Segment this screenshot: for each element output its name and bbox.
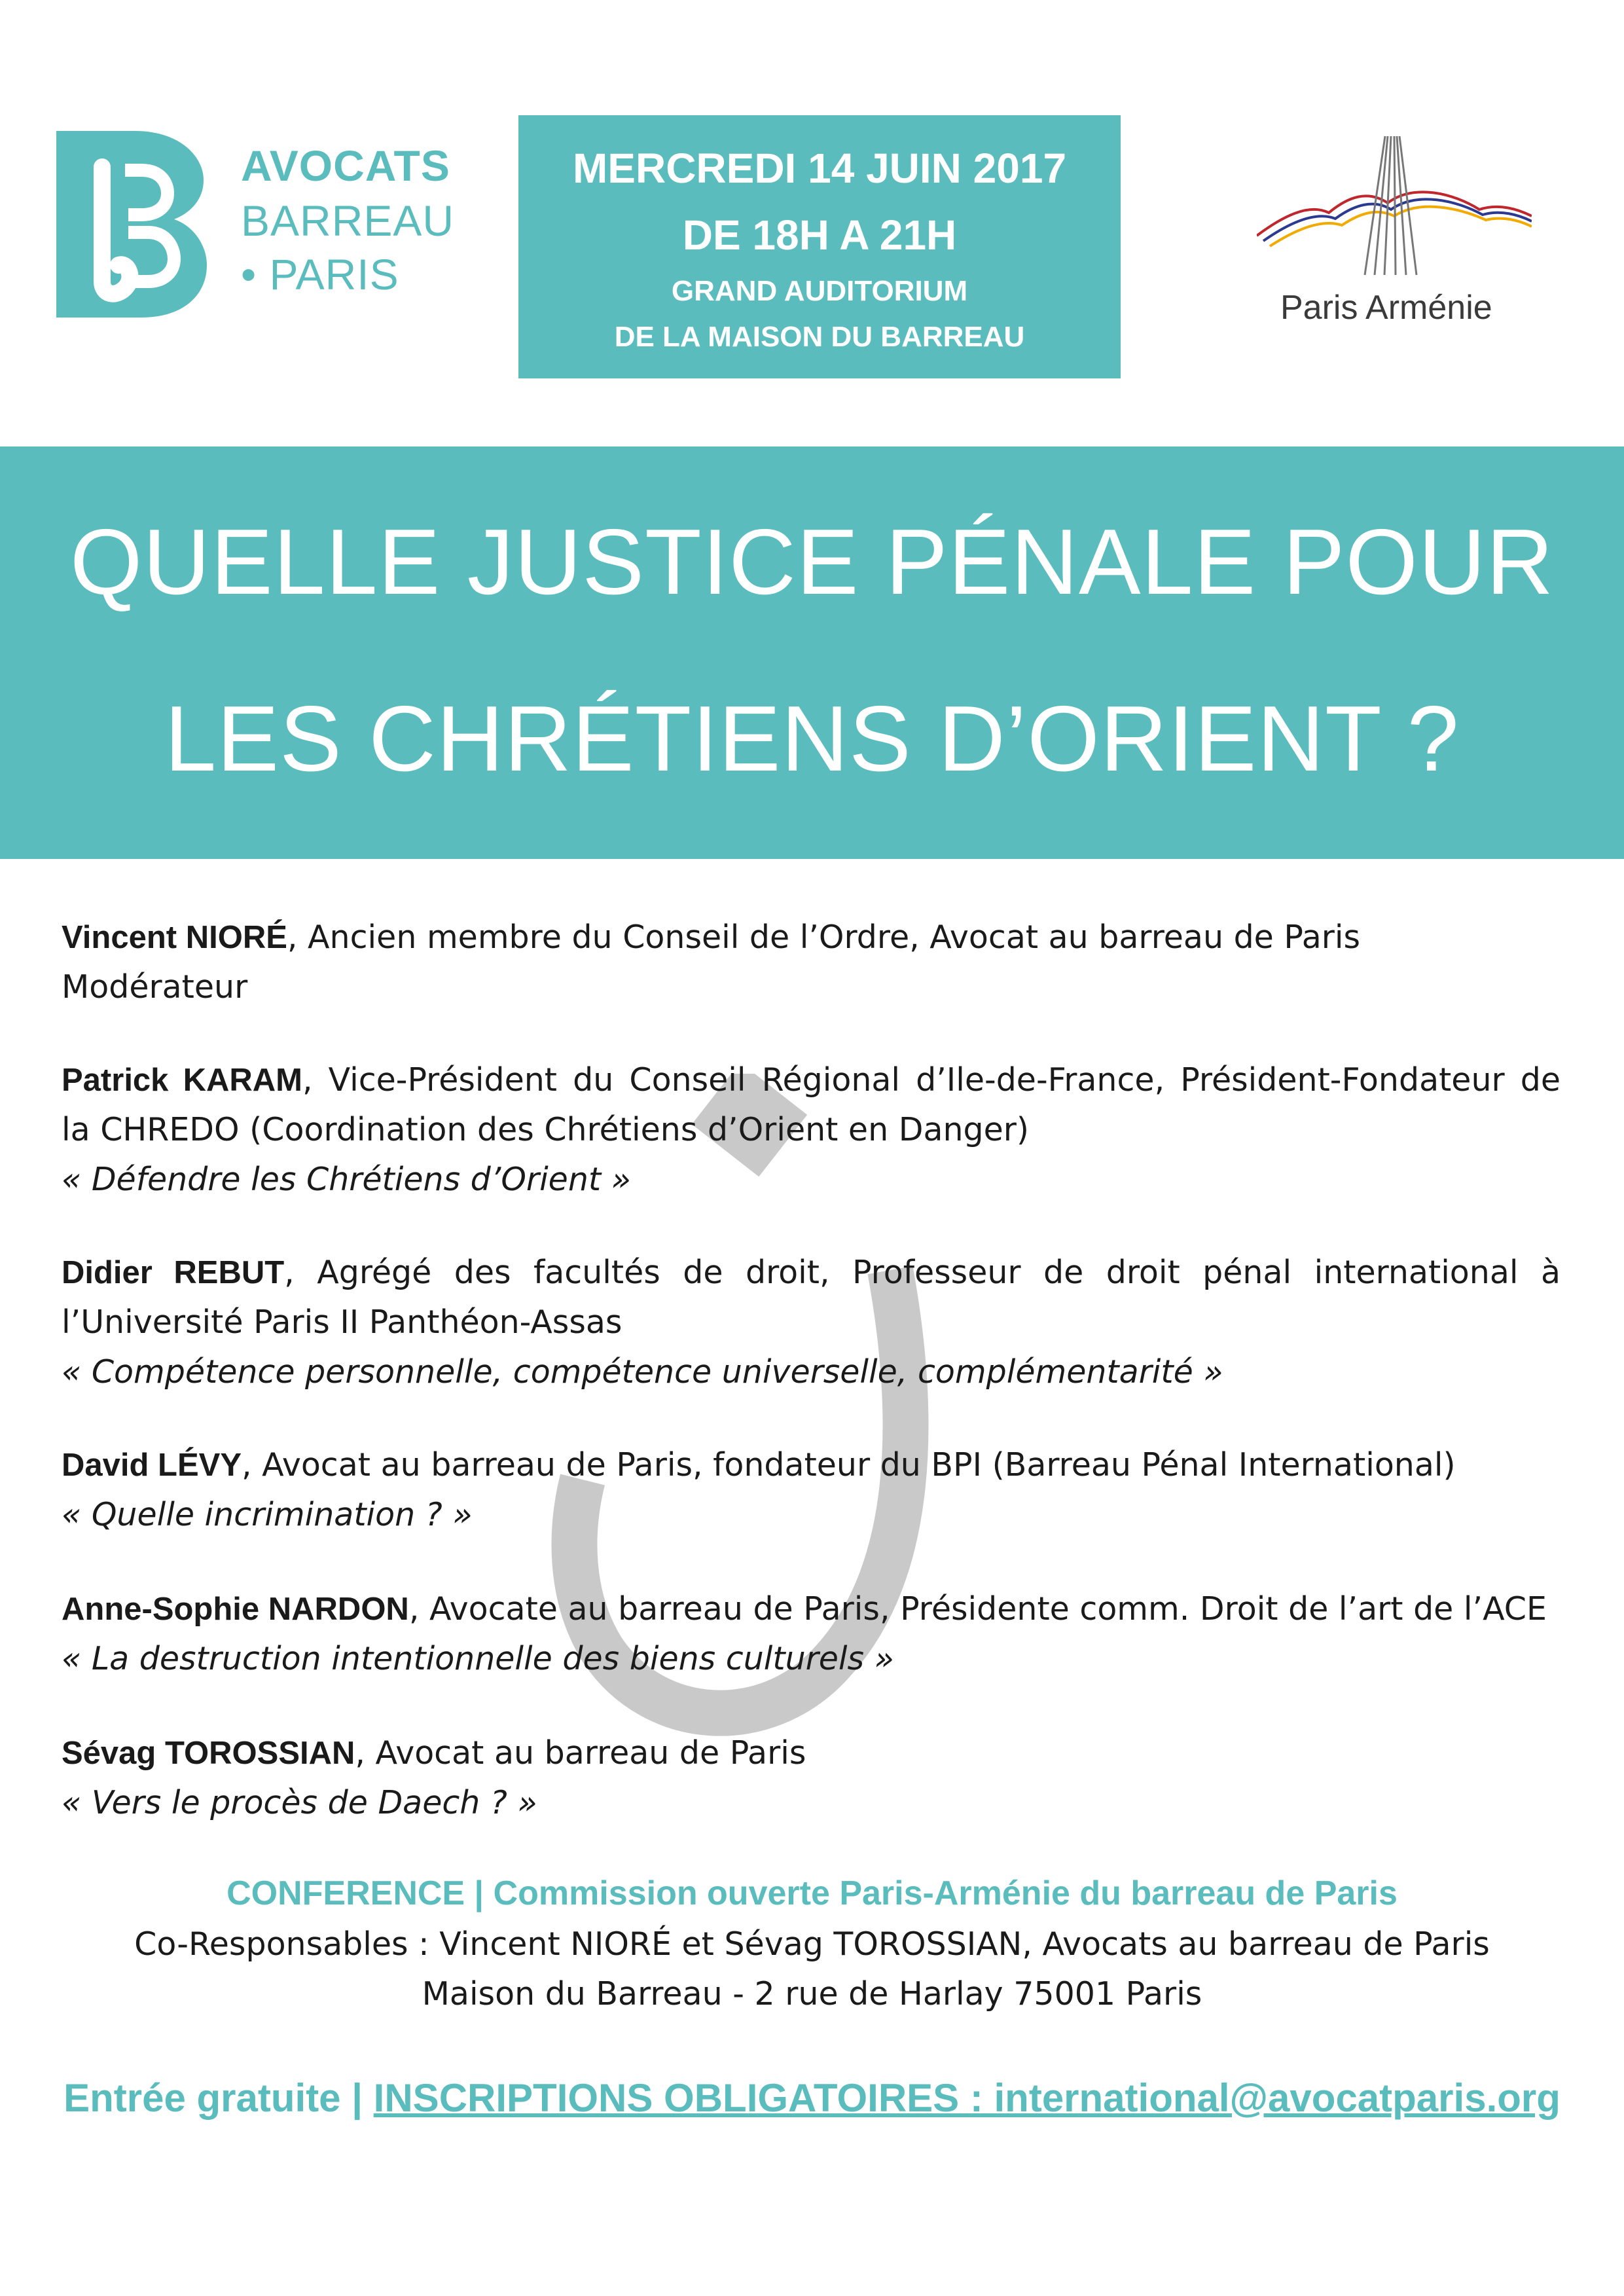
conference-line: CONFERENCE | Commission ouverte Paris-Arménie du barreau de Paris: [226, 1874, 1398, 1912]
speaker-topic: « La destruction intentionnelle des biens culturels »: [62, 1640, 894, 1677]
speaker-description: , Avocat au barreau de Paris: [355, 1734, 806, 1772]
registration-email-link[interactable]: INSCRIPTIONS OBLIGATOIRES : international@avocatparis.org: [373, 2076, 1561, 2120]
speaker-name: Vincent NIORÉ: [62, 920, 287, 955]
title-line-2: LES CHRÉTIENS D’ORIENT ?: [164, 687, 1460, 791]
speaker-description: , Ancien membre du Conseil de l’Ordre, Avocat au barreau de Paris: [287, 919, 1361, 956]
speaker-karam: [62, 1055, 1561, 1205]
event-venue-line2: DE LA MAISON DU BARREAU: [614, 321, 1025, 353]
title-band: [0, 446, 1624, 859]
logo-line-barreau: BARREAU: [241, 196, 455, 245]
speaker-description: , Vice-Président du Conseil Régional d’Ile-de-France, Président-Fondateur de: [302, 1061, 1561, 1099]
speaker-topic: « Défendre les Chrétiens d’Orient »: [62, 1161, 631, 1198]
speaker-topic: « Quelle incrimination ? »: [62, 1496, 473, 1533]
co-responsables-line: Co-Responsables : Vincent NIORÉ et Sévag TOROSSIAN, Avocats au barreau de Paris: [134, 1925, 1490, 1963]
logo-line-paris: • PARIS: [241, 250, 399, 299]
speaker-rebut: [62, 1248, 1561, 1397]
speaker-description-cont: la CHREDO (Coordination des Chrétiens d’Orient en Danger): [62, 1111, 1030, 1148]
registration-line: [0, 2075, 1624, 2121]
paris-armenie-logo: [1257, 131, 1532, 334]
speaker-torossian: [62, 1728, 1561, 1828]
speaker-description: , Agrégé des facultés de droit, Professeur de droit pénal international à: [284, 1254, 1561, 1291]
event-date: MERCREDI 14 JUIN 2017: [572, 145, 1067, 192]
title-line-1: QUELLE JUSTICE PÉNALE POUR: [69, 510, 1555, 614]
logo-line-avocats: AVOCATS: [241, 141, 450, 190]
speaker-description-cont: l’Université Paris II Panthéon-Assas: [62, 1303, 623, 1341]
speaker-levy: [62, 1440, 1561, 1540]
avocats-barreau-paris-logo: [56, 131, 475, 327]
speaker-topic: « Compétence personnelle, compétence universelle, complémentarité »: [62, 1353, 1223, 1391]
entry-free-label: Entrée gratuite |: [63, 2076, 374, 2120]
mountain-tower-icon: [1257, 131, 1532, 282]
speaker-name: Patrick KARAM: [62, 1063, 302, 1098]
speaker-nardon: [62, 1584, 1561, 1684]
speaker-role: Modérateur: [62, 968, 248, 1006]
speaker-name: Sévag TOROSSIAN: [62, 1736, 355, 1771]
event-time: DE 18H A 21H: [682, 211, 957, 259]
event-info-box: [518, 115, 1121, 378]
speaker-description: , Avocate au barreau de Paris, Présidente comm. Droit de l’art de l’ACE: [408, 1590, 1547, 1628]
event-venue-line1: GRAND AUDITORIUM: [671, 275, 968, 307]
speaker-name: Anne-Sophie NARDON: [62, 1592, 409, 1627]
speaker-niore: [62, 913, 1561, 1012]
speaker-topic: « Vers le procès de Daech ? »: [62, 1784, 537, 1821]
barreau-b-icon: [56, 131, 207, 318]
address-line: Maison du Barreau - 2 rue de Harlay 75001 Paris: [422, 1975, 1202, 2013]
paris-armenie-label: Paris Arménie: [1280, 289, 1492, 327]
speaker-name: David LÉVY: [62, 1448, 242, 1483]
speaker-name: Didier REBUT: [62, 1255, 285, 1290]
speaker-description: , Avocat au barreau de Paris, fondateur du BPI (Barreau Pénal International): [242, 1446, 1456, 1484]
